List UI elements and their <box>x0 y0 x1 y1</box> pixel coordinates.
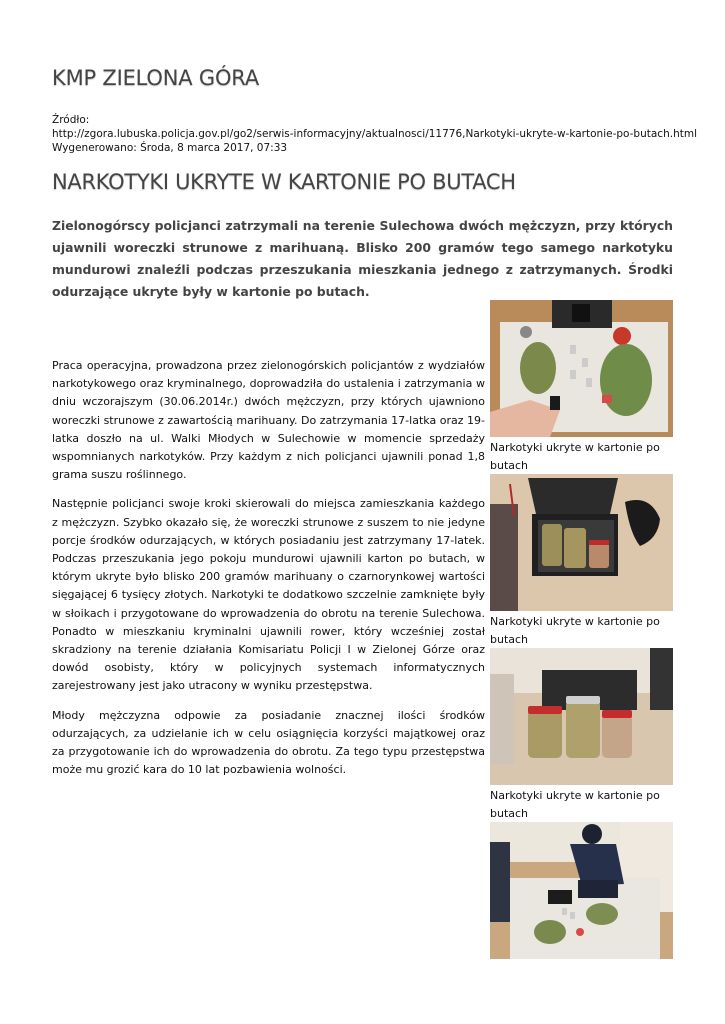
generated-date: Wygenerowano: Środa, 8 marca 2017, 07:33 <box>52 142 288 154</box>
photo-caption: Narkotyki ukryte w kartonie po butach <box>490 441 660 472</box>
gallery-photo[interactable] <box>490 474 673 611</box>
article-paragraph: Praca operacyjna, prowadzona przez zielonogórskich policjantów z wydziałów narkotykowego oraz kryminalnego, doprowadziła do ustalenia i zatrzymania w dniu wczorajszym (30.06.2014r.) dwóch mężczyzn, przy których ujawniono woreczki strunowe z zawartością marihuany. Do zatrzymania 17-latka oraz 19-latka doszło na ul. Walki Młodych w Sulechowie w momencie sprzedaży wspomnianych narkotyków. Przy każdym z nich policjanci ujawnili ponad 1,8 grama suszu roślinnego. <box>52 359 485 482</box>
article-lead: Zielonogórscy policjanci zatrzymali na terenie Sulechowa dwóch mężczyzn, przy których ujawnili woreczki strunowe z marihuaną. Blisko 200 gramów tego samego narkotyku mundurowi znaleźli podczas przeszukania mieszkania jednego z zatrzymanych. Środki odurzające ukryte były w kartonie po butach. <box>52 218 673 299</box>
gallery-photo[interactable] <box>490 300 673 437</box>
photo-caption: Narkotyki ukryte w kartonie po butach <box>490 789 660 820</box>
article-title: NARKOTYKI UKRYTE W KARTONIE PO BUTACH <box>52 170 516 194</box>
article-paragraph: Młody mężczyzna odpowie za posiadanie znacznej ilości środków odurzających, za udzielanie ich w celu osiągnięcia korzyści majątkowej oraz za przygotowanie ich do wprowadzenia do obrotu. Za tego typu przestępstwa może mu grozić kara do 10 lat pozbawienia wolności. <box>52 708 485 777</box>
gallery-photo[interactable] <box>490 822 673 959</box>
source-label: Źródło: <box>52 114 90 126</box>
gallery-photo[interactable] <box>490 648 673 785</box>
photo-gallery <box>490 300 673 959</box>
source-metadata <box>52 113 697 155</box>
photo-caption: Narkotyki ukryte w kartonie po butach <box>490 615 660 646</box>
site-title: KMP ZIELONA GÓRA <box>52 66 260 90</box>
source-url[interactable]: http://zgora.lubuska.policja.gov.pl/go2/serwis-informacyjny/aktualnosci/11776,Narkotyki-ukryte-w-kartonie-po-butach.html <box>52 128 697 140</box>
article-body <box>52 357 485 790</box>
article-paragraph: Następnie policjanci swoje kroki skierowali do miejsca zamieszkania każdego z mężczyzn. Szybko okazało się, że woreczki strunowe z suszem to nie jedyne porcje środków odurzających, w których posiadaniu jest zatrzymany 17-latek. Podczas przeszukania jego pokoju mundurowi ujawnili karton po butach, w którym ukryte było blisko 200 gramów marihuany o czarnorynkowej wartości sięgającej 6 tysięcy złotych. Narkotyki te dodatkowo szczelnie zamknięte były w słoikach i przygotowane do wprowadzenia do obrotu na terenie Sulechowa. Ponadto w mieszkaniu kryminalni ujawnili rower, który wcześniej został skradziony na terenie działania Komisariatu Policji I w Zielonej Górze oraz dowód osobisty, który w policyjnych systemach informatycznych zarejestrowany jest jako utracony w wyniku przestępstwa. <box>52 497 485 693</box>
